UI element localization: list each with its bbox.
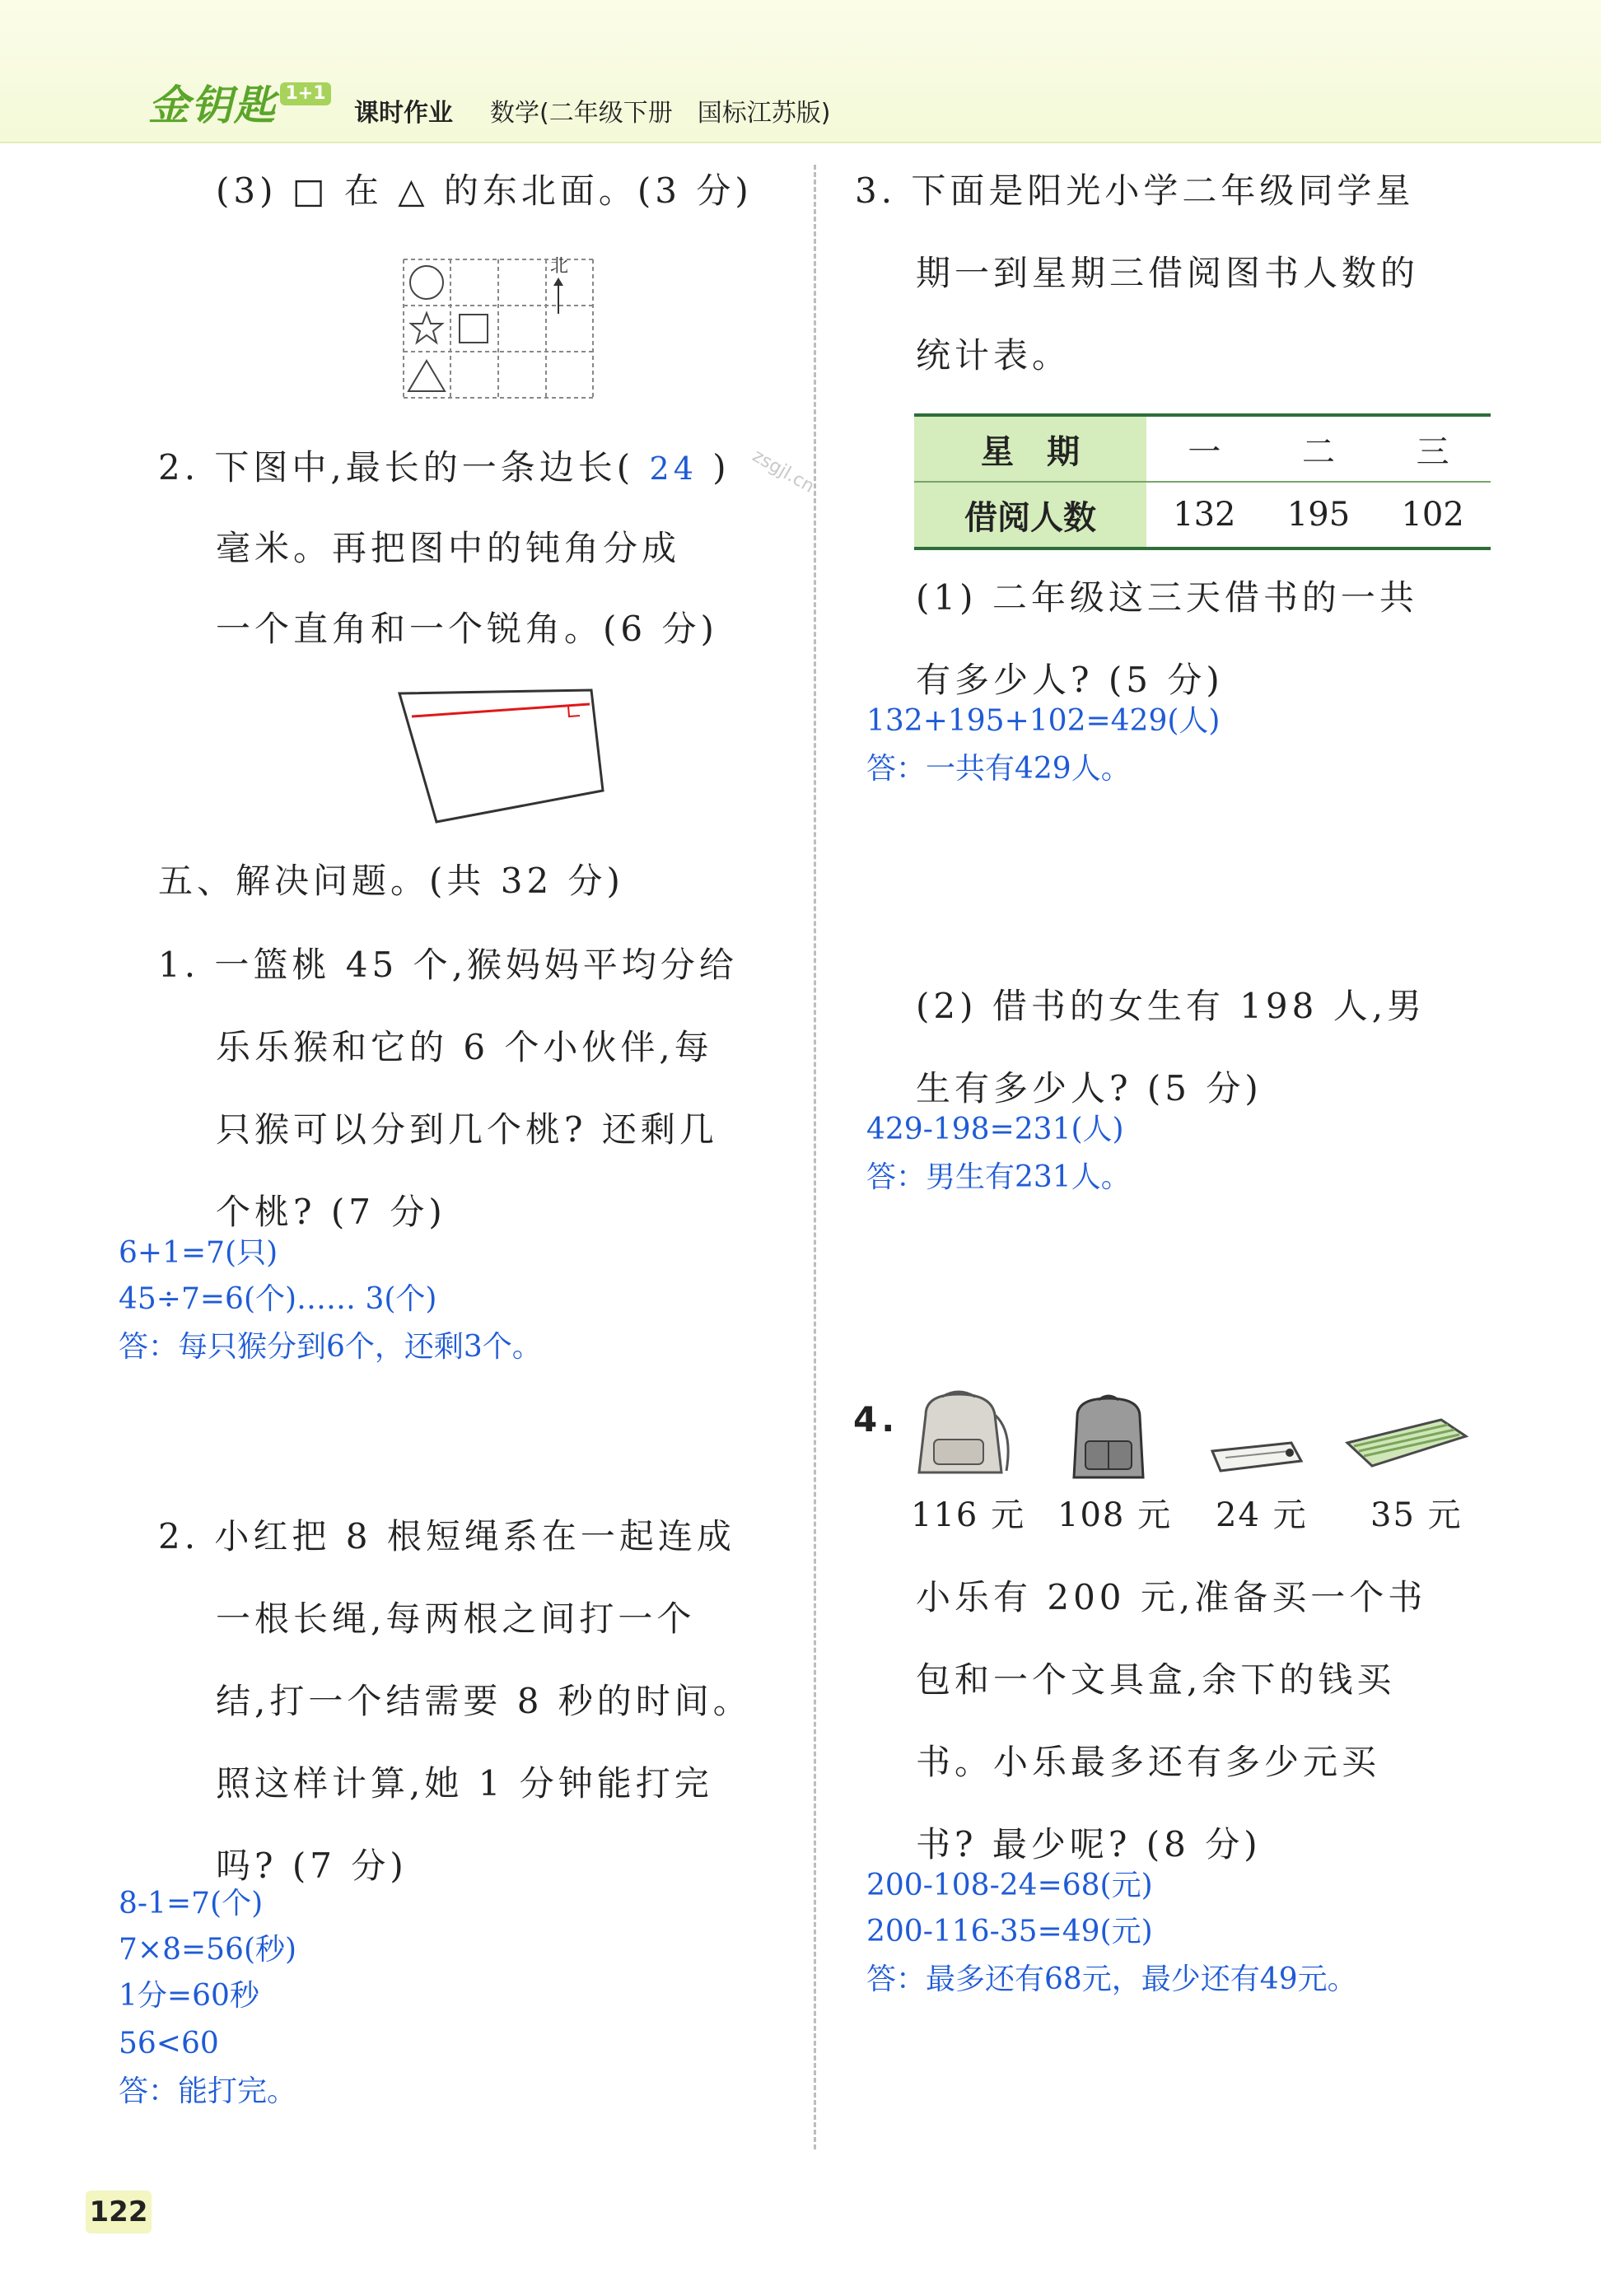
problem-2-line3: 结,打一个结需要 8 秒的时间。 — [216, 1681, 752, 1721]
problem-3-sub2-line2: 生有多少人? (5 分) — [916, 1068, 1263, 1108]
quadrilateral-figure — [395, 684, 609, 832]
brand-logo: 金钥匙 — [148, 82, 277, 129]
column-divider — [814, 165, 816, 2149]
problem-1-line1: 1. 一篮桃 45 个,猴妈妈平均分给 — [158, 945, 738, 985]
item-price-3: 24 元 — [1216, 1496, 1308, 1534]
table-cell-day-3: 三 — [1375, 415, 1490, 482]
problem-1-line4: 个桃? (7 分) — [216, 1192, 446, 1232]
square-shape-icon — [460, 315, 488, 343]
backpack-small-icon — [1067, 1392, 1150, 1484]
subject-title: 数学(二年级下册 国标江苏版) — [490, 99, 831, 128]
backpack-large-icon — [909, 1390, 1016, 1481]
item-price-1: 116 元 — [911, 1496, 1026, 1534]
item-price-2: 108 元 — [1057, 1496, 1173, 1534]
watermark: zsgjl.cn — [749, 446, 818, 497]
table-header-count: 借阅人数 — [914, 482, 1147, 548]
table-cell-count-2: 195 — [1262, 482, 1376, 548]
problem-2-answer-4: 56<60 — [119, 2027, 219, 2060]
problem-1-answer-1: 6+1=7(只) — [119, 1236, 278, 1270]
problem-4-line4: 书? 最少呢? (8 分) — [916, 1824, 1262, 1864]
problem-1-line2: 乐乐猴和它的 6 个小伙伴,每 — [216, 1027, 713, 1067]
question-2-line3: 一个直角和一个锐角。(6 分) — [216, 609, 718, 649]
problem-4-number: 4. — [853, 1399, 899, 1440]
question-2-text-b: ) — [712, 447, 730, 488]
problem-4-line3: 书。小乐最多还有多少元买 — [916, 1742, 1381, 1782]
table-cell-day-2: 二 — [1262, 415, 1376, 482]
series-title: 课时作业 — [354, 99, 453, 128]
section-5-title: 五、解决问题。(共 32 分) — [158, 861, 624, 901]
problem-3-sub2-line1: (2) 借书的女生有 198 人,男 — [916, 986, 1426, 1026]
circle-shape-icon — [410, 266, 443, 299]
question-2-line1 — [158, 427, 730, 510]
problem-2-answer-3: 1分=60秒 — [119, 1979, 259, 2013]
table-cell-count-1: 132 — [1147, 482, 1262, 548]
problem-3-sub2-answer-1: 429-198=231(人) — [866, 1113, 1124, 1146]
problem-4-line1: 小乐有 200 元,准备买一个书 — [916, 1577, 1427, 1617]
table-row — [914, 415, 1490, 482]
problem-3-line2: 期一到星期三借阅图书人数的 — [916, 253, 1420, 293]
problem-1-answer-2: 45÷7=6(个)…… 3(个) — [119, 1282, 437, 1316]
item-price-4: 35 元 — [1370, 1496, 1463, 1534]
star-shape-icon — [411, 313, 442, 343]
arrow-up-icon — [550, 278, 567, 314]
pencil-case-striped-icon — [1342, 1415, 1471, 1472]
problem-3-sub1-line2: 有多少人? (5 分) — [916, 660, 1224, 700]
red-perpendicular-line — [412, 704, 590, 716]
problem-2-answer-5: 答：能打完。 — [119, 2074, 297, 2108]
table-cell-count-3: 102 — [1375, 482, 1490, 548]
page-number: 122 — [86, 2191, 152, 2233]
problem-3-line1: 3. 下面是阳光小学二年级同学星 — [855, 170, 1415, 211]
problem-4-line2: 包和一个文具盒,余下的钱买 — [916, 1659, 1396, 1700]
triangle-shape-icon — [408, 361, 445, 391]
problem-2-line5: 吗? (7 分) — [216, 1846, 408, 1886]
pencil-case-flat-icon — [1209, 1436, 1305, 1474]
problem-3-sub1-line1: (1) 二年级这三天借书的一共 — [916, 577, 1418, 618]
problem-1-line3: 只猴可以分到几个桃? 还剩几 — [216, 1109, 718, 1150]
problem-3-sub1-answer-2: 答：一共有429人。 — [866, 752, 1131, 786]
problem-2-answer-2: 7×8=56(秒) — [119, 1933, 297, 1967]
table-row — [914, 482, 1490, 548]
problem-2-line2: 一根长绳,每两根之间打一个 — [216, 1598, 696, 1639]
problem-4-answer-1: 200-108-24=68(元) — [866, 1869, 1153, 1902]
page-header — [0, 0, 1601, 143]
problem-3-sub1-answer-1: 132+195+102=429(人) — [866, 704, 1221, 738]
problem-3-line3: 统计表。 — [916, 335, 1071, 376]
question-2-text-a: 2. 下图中,最长的一条边长( — [158, 447, 635, 488]
north-label: 北 — [550, 256, 569, 277]
problem-4-answer-2: 200-116-35=49(元) — [866, 1915, 1153, 1948]
problem-4-answer-3: 答：最多还有68元，最少还有49元。 — [866, 1962, 1357, 1996]
problem-2-line4: 照这样计算,她 1 分钟能打完 — [216, 1763, 713, 1804]
north-arrow — [550, 252, 568, 319]
problem-3-sub2-answer-2: 答：男生有231人。 — [866, 1160, 1131, 1194]
brand-badge: 1+1 — [280, 82, 331, 105]
question-2-answer: 24 — [649, 450, 698, 487]
problem-2-line1: 2. 小红把 8 根短绳系在一起连成 — [158, 1516, 735, 1556]
borrow-stats-table — [914, 413, 1491, 550]
table-header-day: 星 期 — [914, 415, 1147, 482]
question-2-line2: 毫米。再把图中的钝角分成 — [216, 528, 681, 568]
problem-2-answer-1: 8-1=7(个) — [119, 1887, 264, 1920]
problem-1-answer-3: 答：每只猴分到6个，还剩3个。 — [119, 1330, 542, 1364]
question-3-3: (3) □ 在 △ 的东北面。(3 分) — [216, 170, 753, 211]
table-cell-day-1: 一 — [1147, 415, 1262, 482]
